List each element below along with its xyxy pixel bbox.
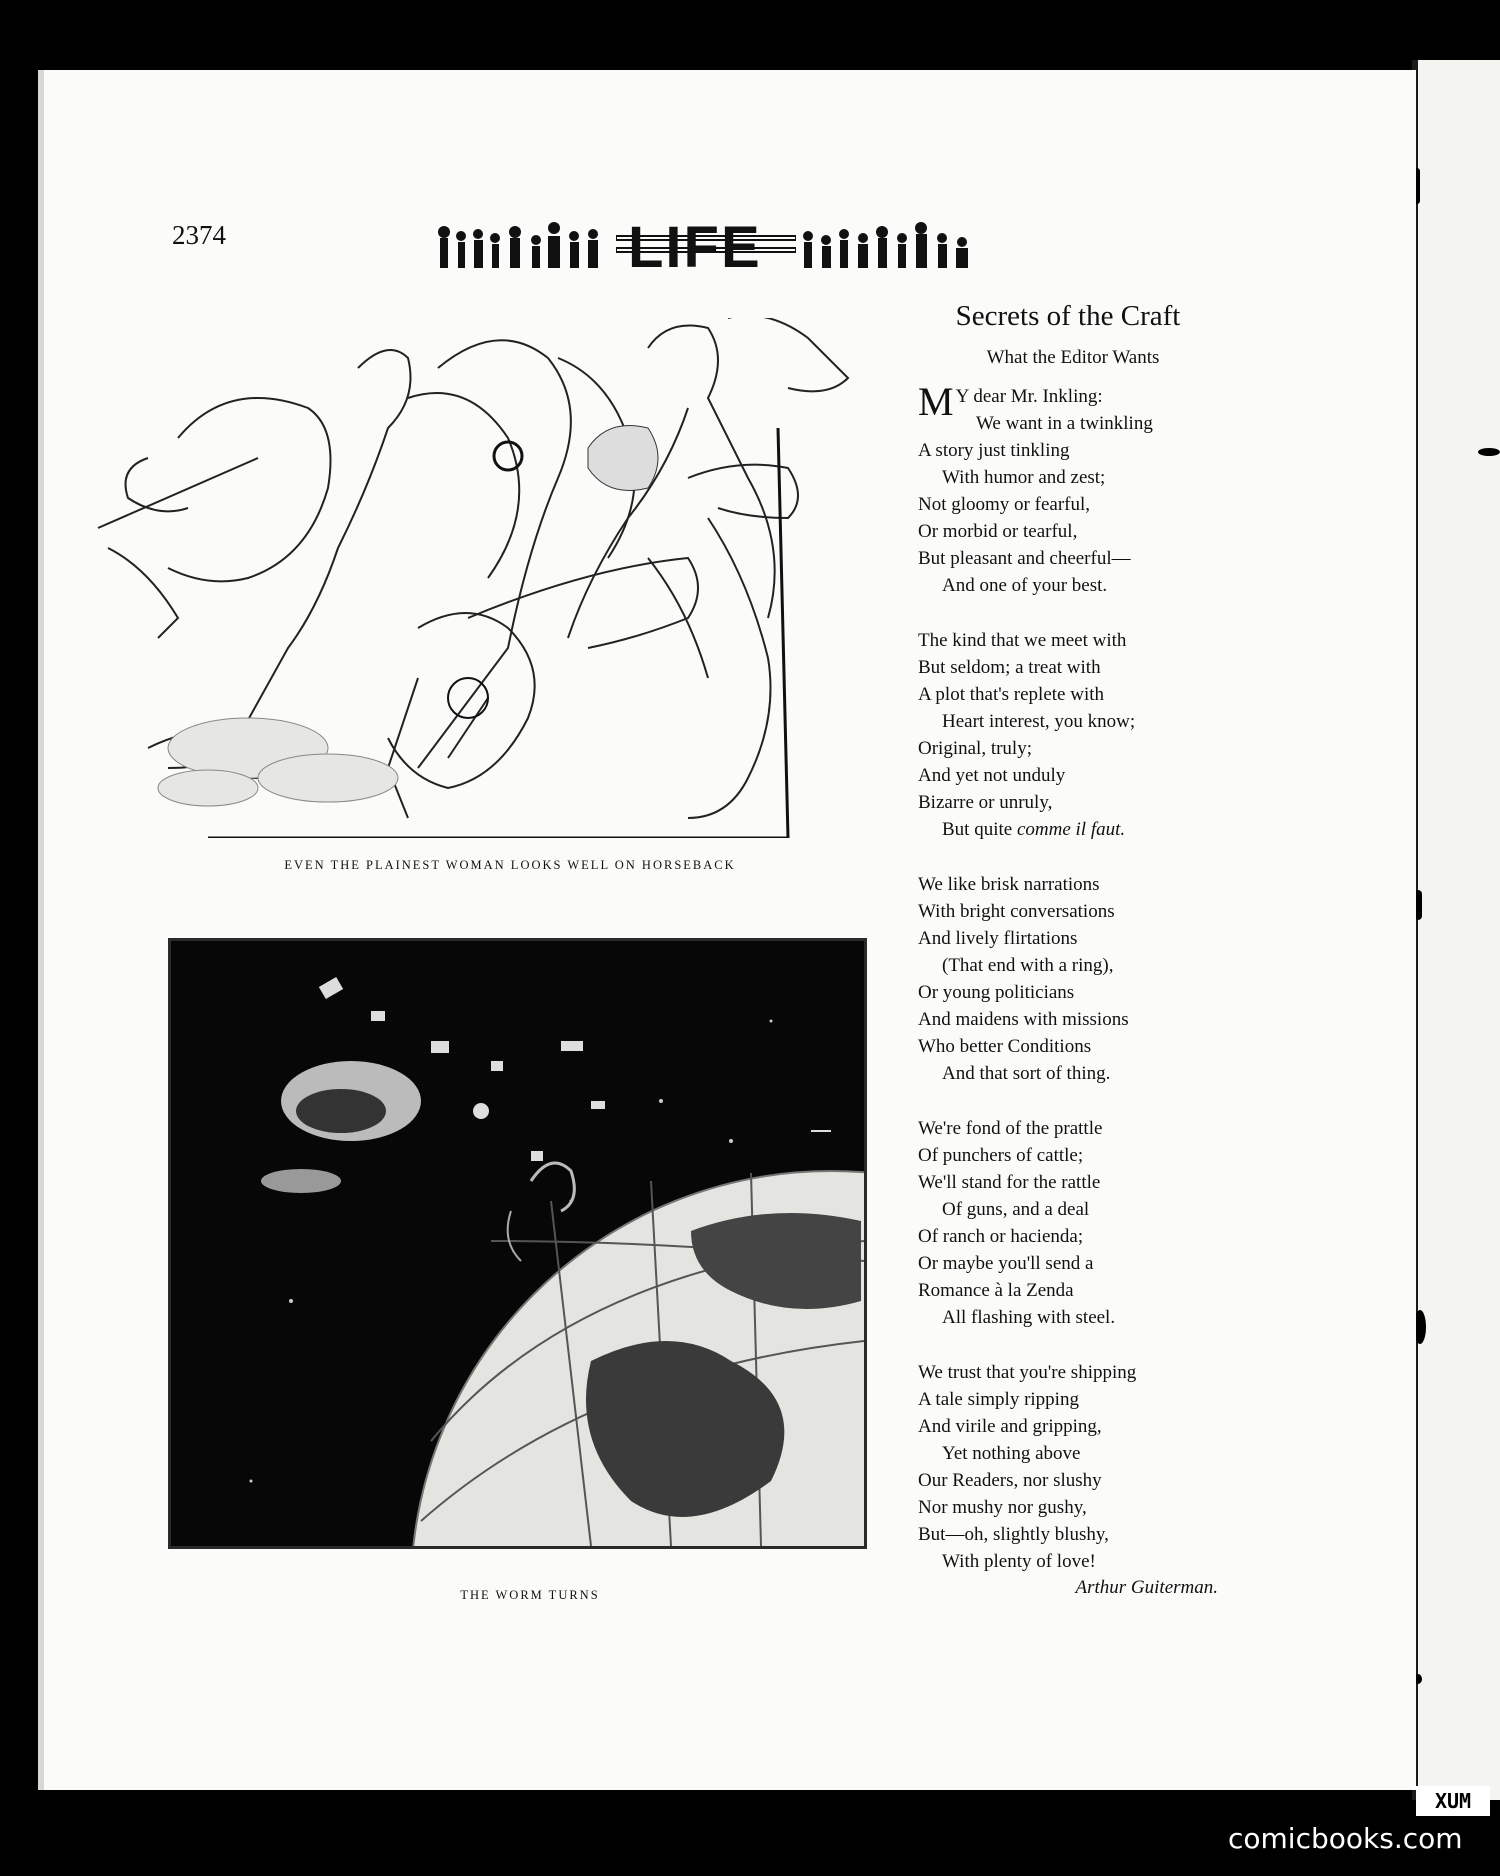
drop-cap: M [918, 379, 954, 424]
poem-line: And that sort of thing. [942, 1063, 1111, 1084]
poem-line: With humor and zest; [942, 467, 1106, 488]
poem-line: A tale simply ripping [918, 1389, 1079, 1410]
poem-line: A plot that's replete with [918, 684, 1105, 705]
poem-line: Nor mushy nor gushy, [918, 1497, 1087, 1518]
poem-line: Original, truly; [918, 738, 1032, 759]
poem-line: Romance à la Zenda [918, 1280, 1074, 1301]
poem-line: But pleasant and cheerful— [918, 548, 1131, 569]
poem-line: Bizarre or unruly, [918, 792, 1053, 813]
poem-line: And virile and gripping, [918, 1416, 1102, 1437]
poem-title: Secrets of the Craft [955, 300, 1181, 332]
poem-line: Who better Conditions [918, 1036, 1092, 1057]
poem-line: Our Readers, nor slushy [918, 1470, 1102, 1491]
poem-line: Of punchers of cattle; [918, 1145, 1084, 1166]
masthead-banner-icon [616, 230, 796, 260]
poem-line: We trust that you're shipping [918, 1362, 1137, 1383]
poem-line-text: Y dear Mr. Inkling: [955, 386, 1103, 407]
poem-line: We'll stand for the rattle [918, 1172, 1101, 1193]
poem-line-italic: comme il faut. [1016, 819, 1126, 840]
poem-line: We want in a twinkling [976, 413, 1153, 434]
bottom-illustration-caption: THE WORM TURNS [460, 1588, 600, 1602]
source-watermark: comicbooks.com [1228, 1822, 1463, 1855]
poem-stanza-5 [918, 1359, 1248, 1575]
scan-badge: XUM [1416, 1786, 1490, 1816]
poem-stanza-1 [918, 379, 1248, 599]
poem-line: And one of your best. [942, 575, 1108, 596]
poem-line: And maidens with missions [918, 1009, 1129, 1030]
poem-line: All flashing with steel. [942, 1307, 1116, 1328]
page-number: 2374 [172, 220, 226, 250]
poem-line: Yet nothing above [942, 1443, 1081, 1464]
poem-line-text: But quite [942, 819, 1017, 840]
poem-line: With plenty of love! [942, 1551, 1096, 1572]
masthead-title: LIFE [628, 215, 762, 280]
poem-line: But—oh, slightly blushy, [918, 1524, 1109, 1545]
poem-line: We're fond of the prattle [918, 1118, 1103, 1139]
poem-line: Or morbid or tearful, [918, 521, 1078, 542]
poem-line: Or young politicians [918, 982, 1075, 1003]
poem-line: With bright conversations [918, 901, 1115, 922]
poem-line: We like brisk narrations [918, 874, 1100, 895]
poem-line [918, 816, 1248, 843]
poem-line: And lively flirtations [918, 928, 1078, 949]
poem-line: A story just tinkling [918, 440, 1070, 461]
poem-line: Of ranch or hacienda; [918, 1226, 1084, 1247]
poem-line: But seldom; a treat with [918, 657, 1101, 678]
masthead-figures-right-icon [800, 220, 976, 274]
poem-line: Not gloomy or fearful, [918, 494, 1091, 515]
poem-stanza-2 [918, 627, 1248, 843]
poem-line: Or maybe you'll send a [918, 1253, 1094, 1274]
next-page-edge [1412, 60, 1500, 1800]
top-illustration-caption: EVEN THE PLAINEST WOMAN LOOKS WELL ON HORSEBACK [284, 858, 736, 872]
poem-author: Arthur Guiterman. [1075, 1577, 1218, 1598]
poem-line: And yet not unduly [918, 765, 1066, 786]
poem-line: The kind that we meet with [918, 630, 1127, 651]
horseback-illustration [88, 318, 873, 838]
poem-stanza-4 [918, 1115, 1248, 1331]
poem-line: Of guns, and a deal [942, 1199, 1090, 1220]
poem [918, 300, 1248, 1599]
poem-line: Heart interest, you know; [942, 711, 1136, 732]
poem-line: (That end with a ring), [942, 955, 1114, 976]
masthead [436, 208, 976, 278]
worm-turns-illustration [168, 938, 867, 1549]
masthead-figures-left-icon [436, 220, 616, 274]
poem-subtitle: What the Editor Wants [986, 347, 1160, 368]
poem-stanza-3 [918, 871, 1248, 1087]
